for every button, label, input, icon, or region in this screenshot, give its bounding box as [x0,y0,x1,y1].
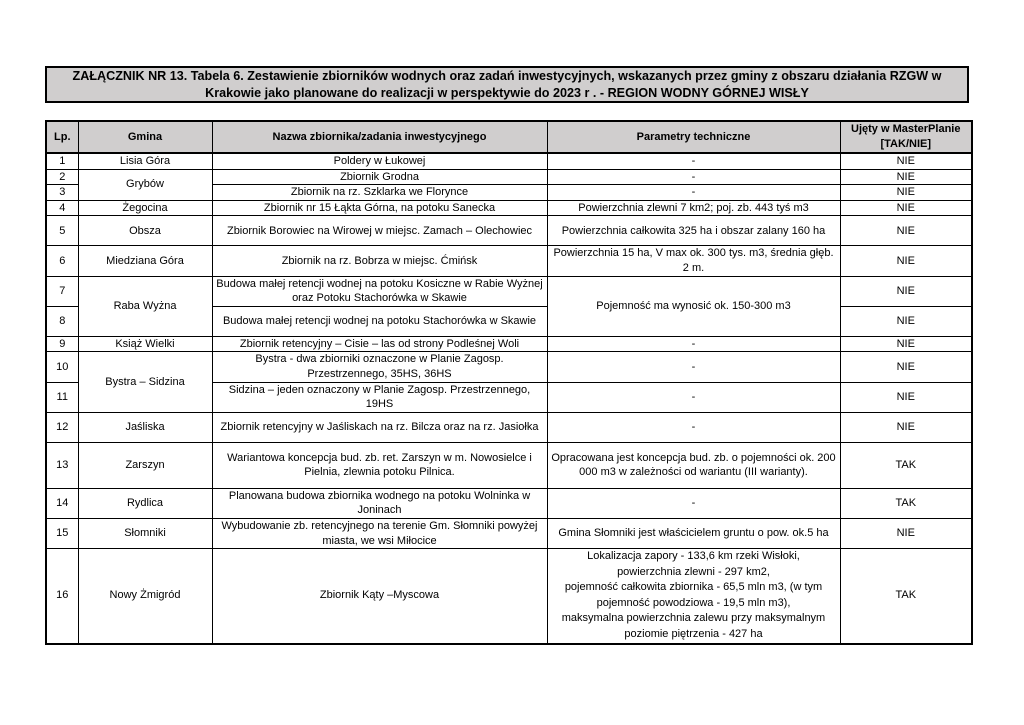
param-line: Lokalizacja zapory - 133,6 km rzeki Wisłoki, [587,550,800,563]
table-row [46,169,972,185]
cell-parametry: - [547,169,840,185]
cell-ujety: NIE [840,352,972,382]
cell-parametry: - [547,488,840,518]
cell-parametry: - [547,185,840,201]
cell-gmina: Nowy Żmigród [78,549,212,644]
header-lp: Lp. [46,121,78,153]
cell-nazwa: Budowa małej retencji wodnej na potoku Kosiczne w Rabie Wyżnej oraz Potoku Stachorówka w Skawie [212,276,547,306]
cell-ujety: TAK [840,488,972,518]
cell-nazwa: Poldery w Łukowej [212,153,547,169]
cell-gmina: Zarszyn [78,442,212,488]
cell-nazwa: Planowana budowa zbiornika wodnego na potoku Wolninka w Joninach [212,488,547,518]
cell-ujety: NIE [840,153,972,169]
caption-line-1: ZAŁĄCZNIK NR 13. Tabela 6. Zestawienie zbiorników wodnych oraz zadań inwestycyjnych, wskazanych przez gminy z obszaru działania RZGW w [72,68,942,83]
header-gmina: Gmina [78,121,212,153]
cell-gmina: Rydlica [78,488,212,518]
cell-lp: 16 [46,549,78,644]
cell-ujety: NIE [840,169,972,185]
cell-lp: 8 [46,306,78,336]
cell-gmina: Raba Wyżna [78,276,212,336]
cell-ujety: TAK [840,549,972,644]
param-line: poziomie piętrzenia - 427 ha [624,628,763,641]
cell-lp: 2 [46,169,78,185]
cell-gmina: Miedziana Góra [78,246,212,276]
cell-ujety: NIE [840,336,972,352]
cell-gmina: Książ Wielki [78,336,212,352]
cell-lp: 7 [46,276,78,306]
table-row [46,276,972,306]
cell-nazwa: Wybudowanie zb. retencyjnego na terenie Gm. Słomniki powyżej miasta, we wsi Miłocice [212,518,547,548]
cell-lp: 3 [46,185,78,201]
cell-parametry: - [547,336,840,352]
table-row [46,246,972,276]
cell-lp: 15 [46,518,78,548]
cell-nazwa: Zbiornik na rz. Bobrza w miejsc. Ćmińsk [212,246,547,276]
cell-ujety: NIE [840,306,972,336]
cell-nazwa: Zbiornik nr 15 Łąkta Górna, na potoku Sanecka [212,200,547,216]
cell-ujety: NIE [840,276,972,306]
cell-lp: 5 [46,216,78,246]
cell-gmina: Słomniki [78,518,212,548]
table-row [46,518,972,548]
cell-parametry: Pojemność ma wynosić ok. 150-300 m3 [547,276,840,336]
cell-lp: 10 [46,352,78,382]
header-nazwa: Nazwa zbiornika/zadania inwestycyjnego [212,121,547,153]
table-row [46,488,972,518]
cell-lp: 9 [46,336,78,352]
header-masterplan [840,121,972,153]
cell-nazwa: Zbiornik retencyjny w Jaśliskach na rz. Bilcza oraz na rz. Jasiołka [212,412,547,442]
cell-gmina: Żegocina [78,200,212,216]
cell-nazwa: Wariantowa koncepcja bud. zb. ret. Zarszyn w m. Nowosielce i Pielnia, zlewnia potoku Pilnica. [212,442,547,488]
cell-parametry [547,549,840,644]
cell-ujety: TAK [840,442,972,488]
cell-parametry: - [547,412,840,442]
cell-ujety: NIE [840,518,972,548]
cell-parametry: - [547,352,840,382]
cell-nazwa: Sidzina – jeden oznaczony w Planie Zagosp. Przestrzennego, 19HS [212,382,547,412]
cell-gmina: Jaśliska [78,412,212,442]
cell-parametry: Opracowana jest koncepcja bud. zb. o pojemności ok. 200 000 m3 w zależności od wariantu (III warianty). [547,442,840,488]
cell-parametry: Powierzchnia całkowita 325 ha i obszar zalany 160 ha [547,216,840,246]
cell-gmina: Lisia Góra [78,153,212,169]
cell-ujety: NIE [840,382,972,412]
table-caption [45,66,969,103]
table-row [46,153,972,169]
caption-line-2: Krakowie jako planowane do realizacji w perspektywie do 2023 r . - REGION WODNY GÓRNEJ WISŁY [205,85,809,100]
cell-nazwa: Zbiornik Kąty –Myscowa [212,549,547,644]
param-line: powierzchnia zlewni - 297 km2, [617,565,770,578]
cell-gmina: Bystra – Sidzina [78,352,212,412]
cell-lp: 12 [46,412,78,442]
cell-ujety: NIE [840,200,972,216]
cell-nazwa: Budowa małej retencji wodnej na potoku Stachorówka w Skawie [212,306,547,336]
cell-lp: 6 [46,246,78,276]
cell-parametry: - [547,153,840,169]
cell-ujety: NIE [840,246,972,276]
param-line: pojemność całkowita zbiornika - 65,5 mln m3, (w tym [564,581,823,594]
param-line: pojemność powodziowa - 19,5 mln m3), [596,596,791,609]
cell-nazwa: Zbiornik na rz. Szklarka we Florynce [212,185,547,201]
header-masterplan-line2: [TAK/NIE] [880,138,931,150]
header-row [46,121,972,153]
table-row [46,412,972,442]
cell-parametry: Gmina Słomniki jest właścicielem gruntu o pow. ok.5 ha [547,518,840,548]
cell-parametry: - [547,382,840,412]
cell-lp: 11 [46,382,78,412]
cell-ujety: NIE [840,185,972,201]
cell-lp: 1 [46,153,78,169]
table-row [46,216,972,246]
header-masterplan-line1: Ujęty w MasterPlanie [851,123,961,136]
cell-lp: 4 [46,200,78,216]
cell-nazwa: Zbiornik retencyjny – Cisie – las od strony Podleśnej Woli [212,336,547,352]
header-parametry: Parametry techniczne [547,121,840,153]
reservoir-table [45,120,973,645]
cell-nazwa: Zbiornik Grodna [212,169,547,185]
cell-nazwa: Zbiornik Borowiec na Wirowej w miejsc. Zamach – Olechowiec [212,216,547,246]
table-row [46,352,972,382]
table-row [46,442,972,488]
table-row [46,200,972,216]
table-row [46,336,972,352]
cell-gmina: Obsza [78,216,212,246]
cell-nazwa: Bystra - dwa zbiorniki oznaczone w Planie Zagosp. Przestrzennego, 35HS, 36HS [212,352,547,382]
table-row [46,549,972,644]
cell-lp: 13 [46,442,78,488]
cell-ujety: NIE [840,412,972,442]
cell-ujety: NIE [840,216,972,246]
cell-lp: 14 [46,488,78,518]
cell-parametry: Powierzchnia zlewni 7 km2; poj. zb. 443 tyś m3 [547,200,840,216]
cell-gmina: Grybów [78,169,212,200]
cell-parametry: Powierzchnia 15 ha, V max ok. 300 tys. m3, średnia głęb. 2 m. [547,246,840,276]
param-line: maksymalna powierzchnia zalewu przy maksymalnym [561,612,826,625]
